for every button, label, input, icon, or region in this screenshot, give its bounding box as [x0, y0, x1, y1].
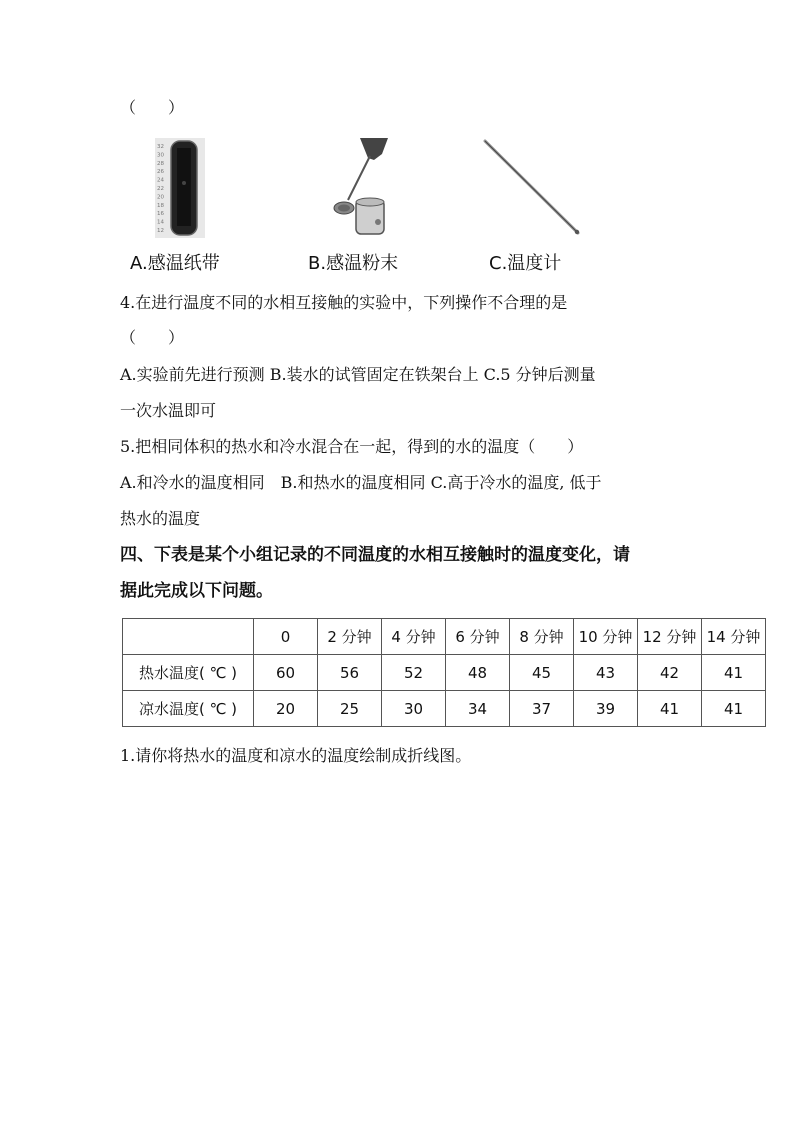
- temperature-table: [122, 618, 766, 727]
- table-cell: 42: [638, 655, 702, 691]
- table-cell: 39: [574, 691, 638, 727]
- table-cell: 37: [510, 691, 574, 727]
- table-header-cell: 12 分钟: [638, 619, 702, 655]
- table-row-cool-water: [123, 691, 766, 727]
- option-c-label: C.温度计: [489, 253, 562, 274]
- table-cell: 30: [382, 691, 446, 727]
- q5-options-line2: 热水的温度: [120, 509, 201, 528]
- table-row-label: 热水温度( ℃ ): [123, 655, 254, 691]
- table-cell: 41: [702, 691, 766, 727]
- strip-scale-label: 24: [157, 177, 164, 184]
- table-header-cell: 10 分钟: [574, 619, 638, 655]
- strip-scale-label: 22: [157, 186, 164, 192]
- q4-options-line1: A.实验前先进行预测 B.装水的试管固定在铁架台上 C.5 分钟后测量: [120, 365, 596, 384]
- section-4-heading-line2: 据此完成以下问题。: [120, 581, 273, 601]
- table-cell: 60: [254, 655, 318, 691]
- thermometer-image: [482, 138, 582, 238]
- table-header-cell: 8 分钟: [510, 619, 574, 655]
- table-cell: 48: [446, 655, 510, 691]
- strip-scale-label: 32: [157, 144, 164, 150]
- strip-scale-label: 12: [157, 228, 164, 234]
- q3-answer-blank: （ ）: [120, 98, 185, 117]
- option-b-label: B.感温粉末: [308, 253, 399, 274]
- table-header-cell: 4 分钟: [382, 619, 446, 655]
- q4-answer-blank: （ ）: [120, 328, 185, 347]
- table-cell: 41: [702, 655, 766, 691]
- sub-question-1: 1.请你将热水的温度和凉水的温度绘制成折线图。: [120, 746, 472, 765]
- strip-scale-label: 28: [157, 160, 164, 167]
- table-cell: 34: [446, 691, 510, 727]
- strip-scale-label: 30: [157, 152, 164, 159]
- section-4-heading-line1: 四、下表是某个小组记录的不同温度的水相互接触时的温度变化，请: [120, 545, 630, 565]
- option-a-label: A.感温纸带: [130, 253, 220, 274]
- strip-scale-label: 26: [157, 169, 164, 176]
- table-cell: 20: [254, 691, 318, 727]
- table-cell: 56: [318, 655, 382, 691]
- q4-stem: 4.在进行温度不同的水相互接触的实验中，下列操作不合理的是: [120, 293, 568, 312]
- table-cell: 25: [318, 691, 382, 727]
- table-header-cell: 6 分钟: [446, 619, 510, 655]
- table-header-cell: 14 分钟: [702, 619, 766, 655]
- strip-scale-label: 14: [157, 219, 164, 226]
- strip-scale-label: 20: [157, 194, 164, 201]
- table-header-cell: 2 分钟: [318, 619, 382, 655]
- table-row-label: 凉水温度( ℃ ): [123, 691, 254, 727]
- table-header-cell: 0: [254, 619, 318, 655]
- thermo-strip-image: [155, 138, 205, 238]
- strip-scale-label: 16: [157, 211, 164, 218]
- table-cell: 41: [638, 691, 702, 727]
- table-header-cell: [123, 619, 254, 655]
- table-row-hot-water: [123, 655, 766, 691]
- thermo-powder-image: [330, 138, 390, 238]
- strip-scale-label: 18: [157, 202, 164, 209]
- table-cell: 45: [510, 655, 574, 691]
- q5-options-line1: A.和冷水的温度相同 B.和热水的温度相同 C.高于冷水的温度, 低于: [120, 473, 602, 492]
- q4-options-line2: 一次水温即可: [120, 401, 217, 420]
- q5-stem: 5.把相同体积的热水和冷水混合在一起，得到的水的温度（ ）: [120, 437, 584, 456]
- table-cell: 52: [382, 655, 446, 691]
- table-header-row: [123, 619, 766, 655]
- table-cell: 43: [574, 655, 638, 691]
